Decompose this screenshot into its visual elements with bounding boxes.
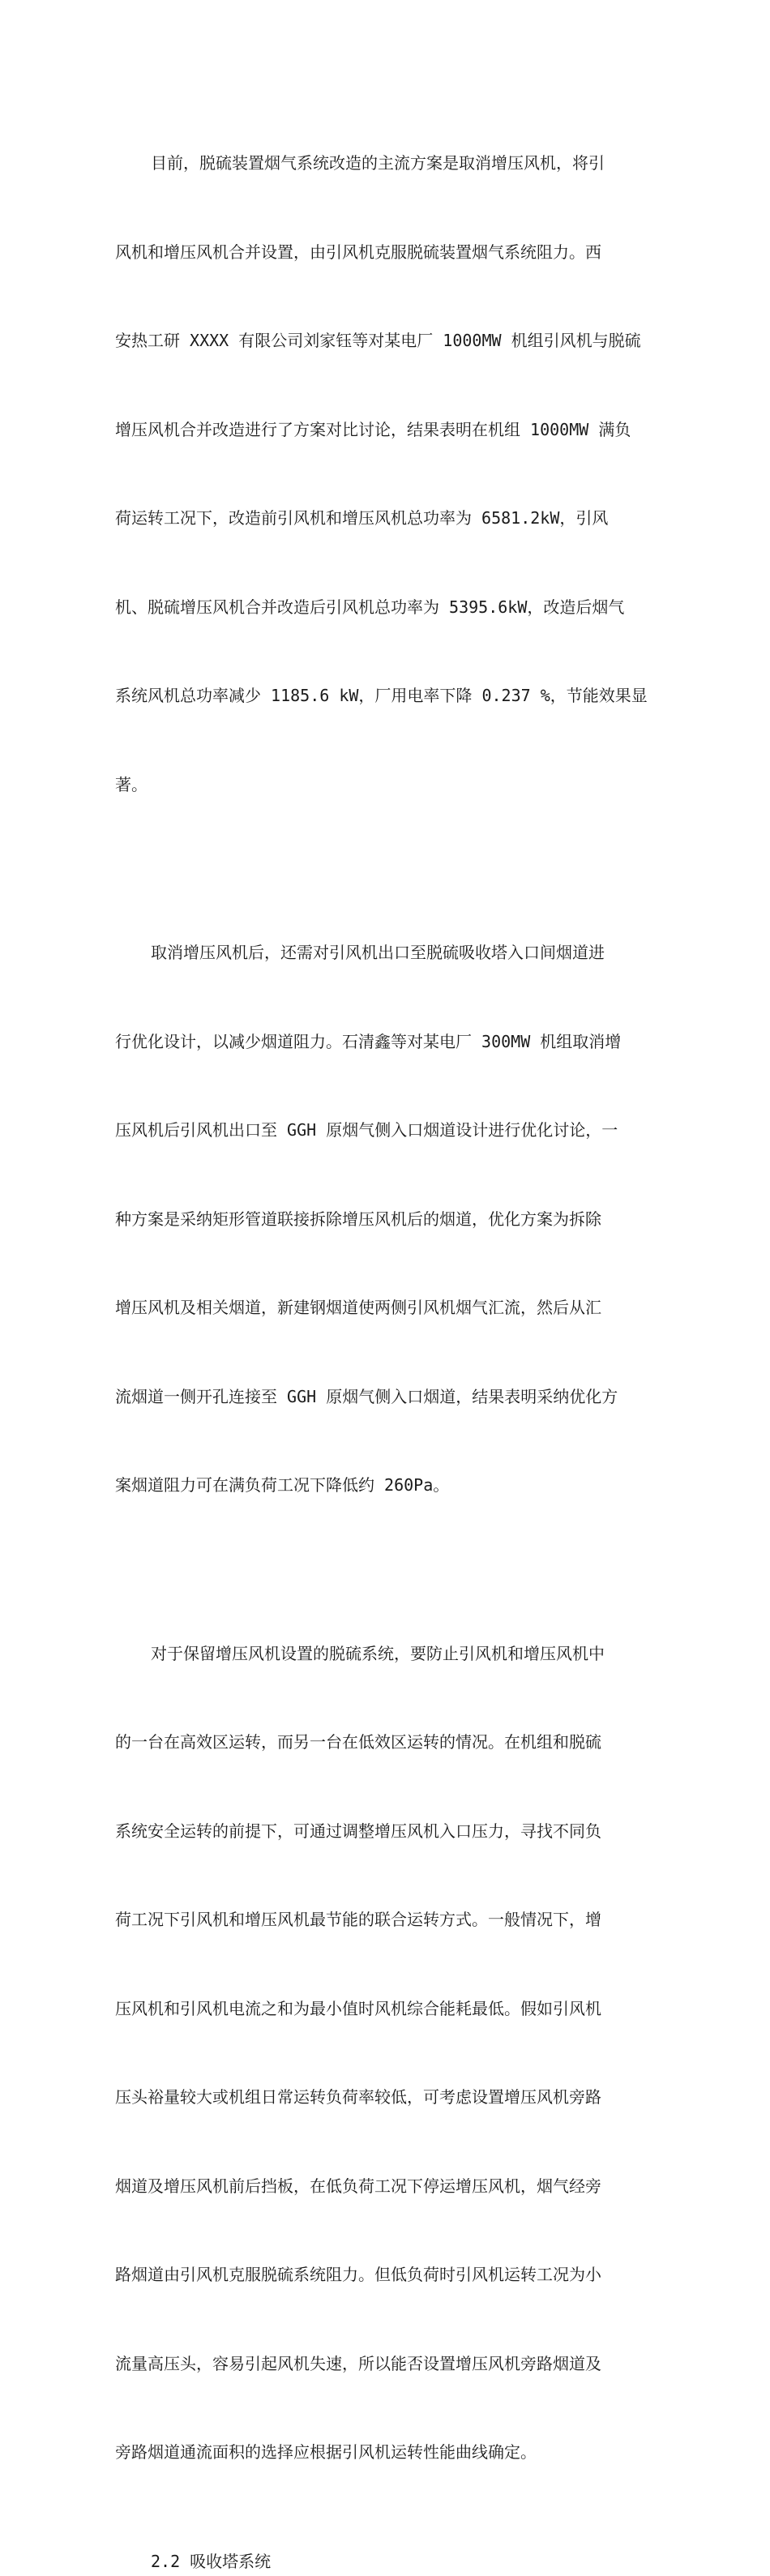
paragraph-line: 案烟道阻力可在满负荷工况下降低约 260Pa。	[115, 1475, 450, 1495]
paragraph-line: 取消增压风机后，还需对引风机出口至脱硫吸收塔入口间烟道进	[151, 943, 605, 962]
paragraph-line: 对于保留增压风机设置的脱硫系统，要防止引风机和增压风机中	[151, 1643, 605, 1663]
paragraph-3	[115, 1580, 650, 2527]
paragraph-line: 系统风机总功率减少 1185.6 kW，厂用电率下降 0.237 %，节能效果显	[115, 686, 648, 705]
paragraph-line: 旁路烟道通流面积的选择应根据引风机运转性能曲线确定。	[115, 2442, 537, 2462]
paragraph-line: 系统安全运转的前提下，可通过调整增压风机入口压力，寻找不同负	[115, 1821, 601, 1841]
paragraph-1	[115, 89, 650, 858]
paragraph-line: 风机和增压风机合并设置，由引风机克服脱硫装置烟气系统阻力。西	[115, 242, 601, 262]
paragraph-line: 荷运转工况下，改造前引风机和增压风机总功率为 6581.2kW，引风	[115, 508, 609, 528]
paragraph-line: 增压风机合并改造进行了方案对比讨论，结果表明在机组 1000MW 满负	[115, 419, 631, 439]
paragraph-line: 目前，脱硫装置烟气系统改造的主流方案是取消增压风机，将引	[151, 153, 605, 173]
paragraph-line: 压风机和引风机电流之和为最小值时风机综合能耗最低。假如引风机	[115, 1998, 601, 2018]
paragraph-line: 著。	[115, 774, 148, 794]
paragraph-line: 流量高压头，容易引起风机失速，所以能否设置增压风机旁路烟道及	[115, 2353, 601, 2373]
paragraph-line: 压风机后引风机出口至 GGH 原烟气侧入口烟道设计进行优化讨论，一	[115, 1120, 618, 1140]
paragraph-line: 增压风机及相关烟道，新建钢烟道使两侧引风机烟气汇流，然后从汇	[115, 1298, 601, 1317]
paragraph-line: 机、脱硫增压风机合并改造后引风机总功率为 5395.6kW，改造后烟气	[115, 597, 625, 617]
paragraph-line: 流烟道一侧开孔连接至 GGH 原烟气侧入口烟道，结果表明采纳优化方	[115, 1386, 618, 1406]
paragraph-line: 烟道及增压风机前后挡板，在低负荷工况下停运增压风机，烟气经旁	[115, 2176, 601, 2196]
paragraph-line: 荷工况下引风机和增压风机最节能的联合运转方式。一般情况下，增	[115, 1910, 601, 1929]
section-heading: 2.2 吸收塔系统	[151, 2551, 272, 2571]
paragraph-line: 压头裕量较大或机组日常运转负荷率较低，可考虑设置增压风机旁路	[115, 2087, 601, 2107]
paragraph-line: 安热工研 XXXX 有限公司刘家钰等对某电厂 1000MW 机组引风机与脱硫	[115, 331, 641, 350]
paragraph-line: 种方案是采纳矩形管道联接拆除增压风机后的烟道，优化方案为拆除	[115, 1209, 601, 1229]
paragraph-2	[115, 879, 650, 1560]
paragraph-line: 路烟道由引风机克服脱硫系统阻力。但低负荷时引风机运转工况为小	[115, 2265, 601, 2284]
paragraph-line: 行优化设计，以减少烟道阻力。石清鑫等对某电厂 300MW 机组取消增	[115, 1031, 622, 1051]
document-page	[115, 89, 650, 2576]
paragraph-line: 的一台在高效区运转，而另一台在低效区运转的情况。在机组和脱硫	[115, 1732, 601, 1752]
